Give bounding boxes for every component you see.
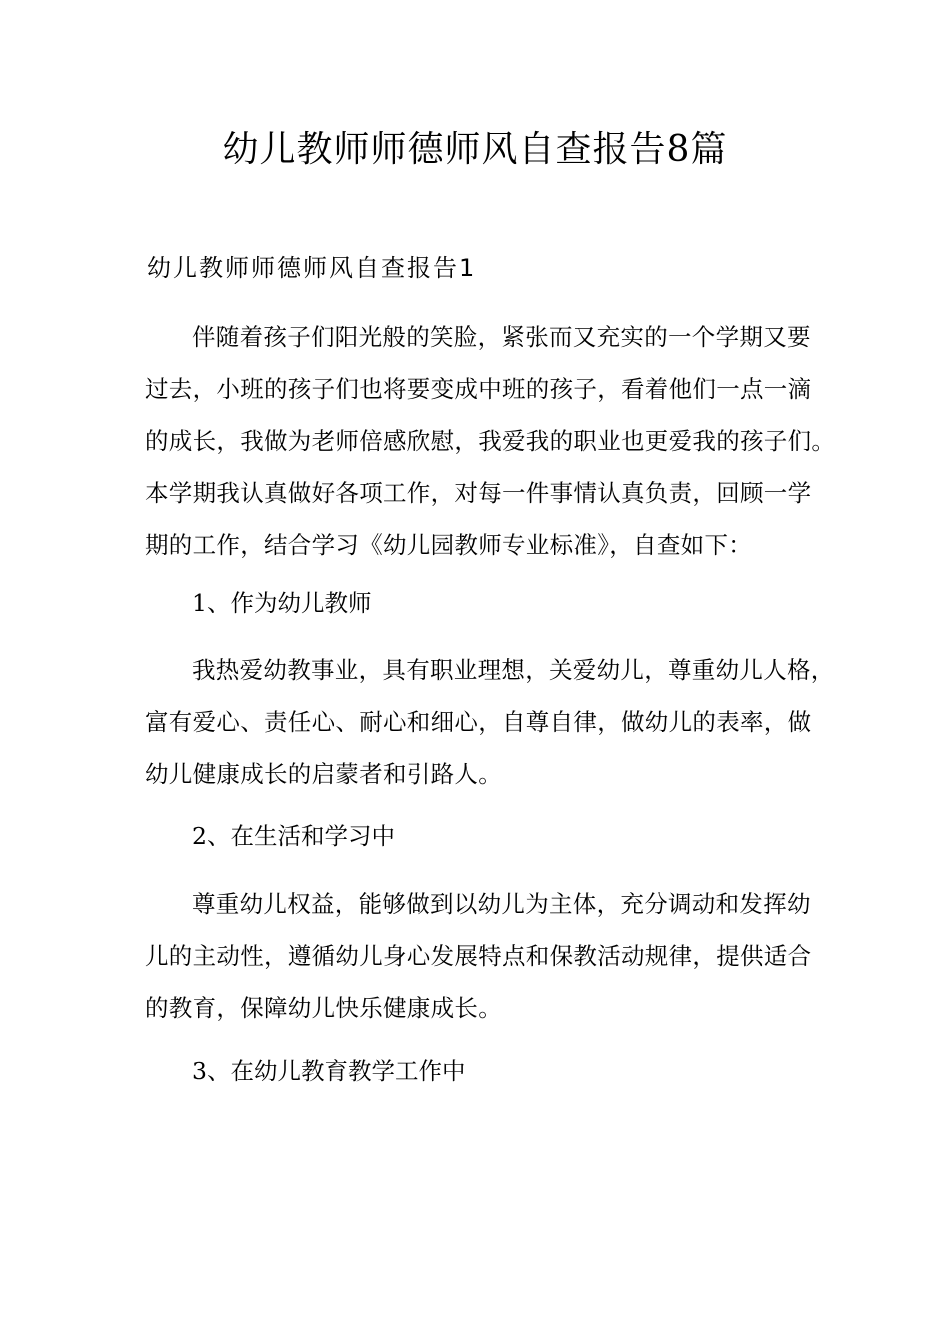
paragraph-line: 过去，小班的孩子们也将要变成中班的孩子，看着他们一点一滴 (145, 375, 812, 403)
paragraph-line: 我热爱幼教事业，具有职业理想，关爱幼儿，尊重幼儿人格， (192, 656, 835, 684)
item-1-paragraph (145, 644, 835, 800)
item-2-heading: 2、在生活和学习中 (192, 822, 395, 850)
paragraph-line: 的成长，我做为老师倍感欣慰，我爱我的职业也更爱我的孩子们。 (145, 427, 836, 455)
paragraph-line: 尊重幼儿权益，能够做到以幼儿为主体，充分调动和发挥幼 (192, 890, 811, 918)
paragraph-line: 的教育，保障幼儿快乐健康成长。 (145, 994, 502, 1022)
paragraph-line: 富有爱心、责任心、耐心和细心，自尊自律，做幼儿的表率，做 (145, 708, 812, 736)
item-2-paragraph (145, 878, 812, 1034)
paragraph-line: 幼儿健康成长的启蒙者和引路人。 (145, 760, 502, 788)
paragraph-line: 儿的主动性，遵循幼儿身心发展特点和保教活动规律，提供适合 (145, 942, 812, 970)
item-1-heading: 1、作为幼儿教师 (192, 589, 372, 617)
item-3-heading: 3、在幼儿教育教学工作中 (192, 1057, 466, 1085)
paragraph-line: 期的工作，结合学习《幼儿园教师专业标准》，自查如下： (145, 531, 753, 559)
paragraph-line: 伴随着孩子们阳光般的笑脸，紧张而又充实的一个学期又要 (192, 323, 811, 351)
intro-paragraph (145, 311, 836, 571)
section-heading: 幼儿教师师德师风自查报告1 (147, 254, 477, 282)
paragraph-line: 本学期我认真做好各项工作，对每一件事情认真负责，回顾一学 (145, 479, 812, 507)
document-title: 幼儿教师师德师风自查报告8篇 (222, 129, 728, 170)
